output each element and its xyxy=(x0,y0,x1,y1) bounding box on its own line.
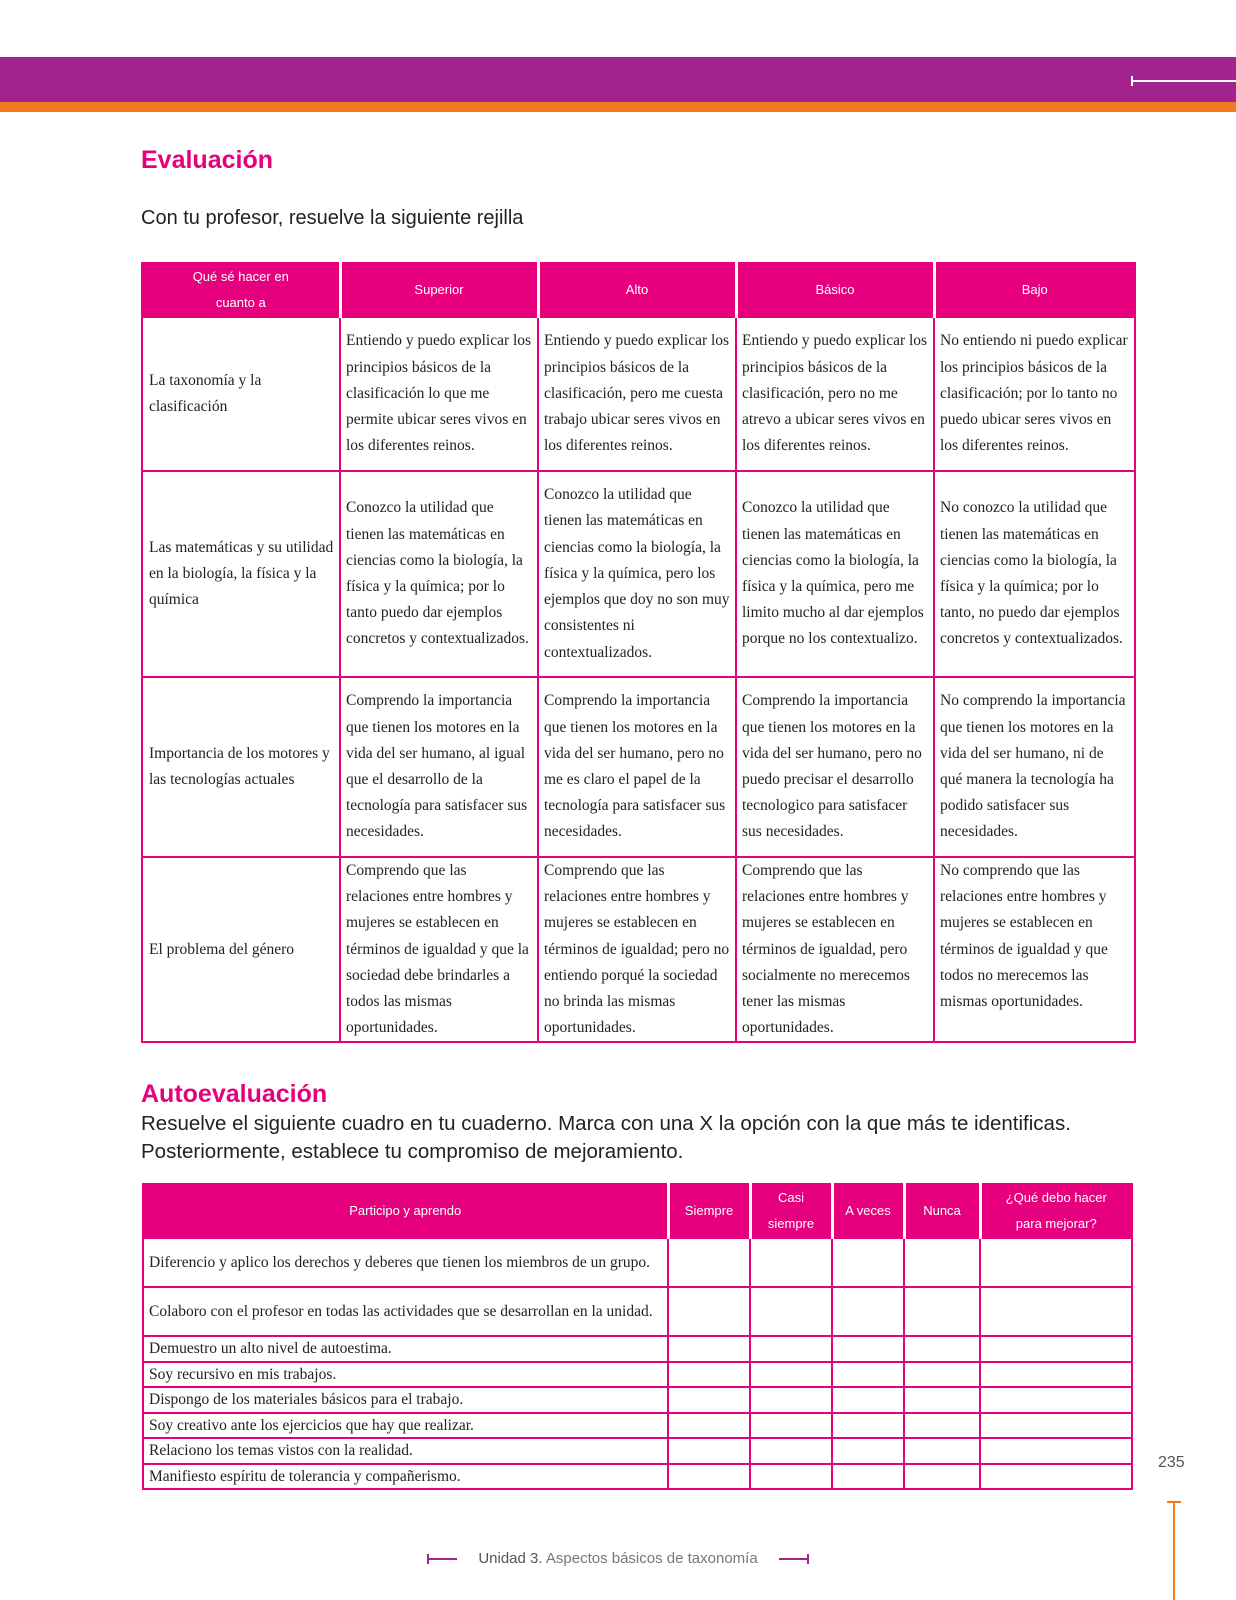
casi-siempre-cell[interactable] xyxy=(750,1413,832,1439)
header-a-veces: A veces xyxy=(832,1184,904,1238)
nunca-cell[interactable] xyxy=(904,1336,980,1362)
cell-superior: Entiendo y puedo explicar los principios básicos de la clasificación lo que me permite ubicar seres vivos en los diferentes reinos. xyxy=(340,317,538,471)
cell-basico: Comprendo la importancia que tienen los motores en la vida del ser humano, pero no puedo precisar el desarrollo tecnologico para satisfacer sus necesidades. xyxy=(736,677,934,857)
header-mejorar: ¿Qué debo hacer para mejorar? xyxy=(980,1184,1132,1238)
statement-cell: Soy creativo ante los ejercicios que hay que realizar. xyxy=(143,1413,668,1439)
a-veces-cell[interactable] xyxy=(832,1336,904,1362)
siempre-cell[interactable] xyxy=(668,1413,750,1439)
mejorar-cell[interactable] xyxy=(980,1438,1132,1464)
table-row xyxy=(143,1387,1132,1413)
evaluacion-instruction: Con tu profesor, resuelve la siguiente rejilla xyxy=(141,207,524,229)
siempre-cell[interactable] xyxy=(668,1362,750,1388)
a-veces-cell[interactable] xyxy=(832,1387,904,1413)
siempre-cell[interactable] xyxy=(668,1238,750,1287)
header-bajo: Bajo xyxy=(934,263,1135,317)
cell-bajo: No entiendo ni puedo explicar los principios básicos de la clasificación; por lo tanto no puedo ubicar seres vivos en los diferentes reinos. xyxy=(934,317,1135,471)
header-bar xyxy=(0,57,1236,102)
casi-siempre-cell[interactable] xyxy=(750,1287,832,1336)
header-rule-cap xyxy=(1131,76,1133,86)
autoevaluacion-header-row xyxy=(143,1184,1132,1238)
autoevaluacion-table xyxy=(142,1183,1133,1490)
header-participo: Participo y aprendo xyxy=(143,1184,668,1238)
header-superior: Superior xyxy=(340,263,538,317)
nunca-cell[interactable] xyxy=(904,1387,980,1413)
cell-basico: Comprendo que las relaciones entre hombres y mujeres se establecen en términos de igualdad, pero socialmente no merecemos tener las mismas oportunidades. xyxy=(736,857,934,1042)
footer xyxy=(0,1550,1236,1567)
cell-superior: Comprendo que las relaciones entre hombres y mujeres se establecen en términos de igualdad y que la sociedad debe brindarles a todos las mismas oportunidades. xyxy=(340,857,538,1042)
statement-cell: Manifiesto espíritu de tolerancia y compañerismo. xyxy=(143,1464,668,1490)
casi-siempre-cell[interactable] xyxy=(750,1464,832,1490)
a-veces-cell[interactable] xyxy=(832,1362,904,1388)
cell-bajo: No comprendo que las relaciones entre hombres y mujeres se establecen en términos de igualdad y que todos no merecemos las mismas oportunidades. xyxy=(934,857,1135,1042)
autoevaluacion-title: Autoevaluación xyxy=(141,1080,328,1108)
table-row xyxy=(143,1413,1132,1439)
row-topic: La taxonomía y la clasificación xyxy=(142,317,340,471)
table-row xyxy=(142,857,1135,1042)
nunca-cell[interactable] xyxy=(904,1438,980,1464)
mejorar-cell[interactable] xyxy=(980,1238,1132,1287)
autoevaluacion-instruction: Resuelve el siguiente cuadro en tu cuaderno. Marca con una X la opción con la que más te identificas. Posteriormente, establece tu compromiso de mejoramiento. xyxy=(141,1112,1071,1163)
cell-basico: Entiendo y puedo explicar los principios básicos de la clasificación, pero no me atrevo a ubicar seres vivos en los diferentes reinos. xyxy=(736,317,934,471)
cell-bajo: No conozco la utilidad que tienen las matemáticas en ciencias como la biología, la física y la química; por lo tanto, no puedo dar ejemplos concretos y contextualizados. xyxy=(934,471,1135,677)
table-row xyxy=(142,317,1135,471)
siempre-cell[interactable] xyxy=(668,1287,750,1336)
footer-unit: Unidad 3. xyxy=(478,1550,543,1567)
cell-alto: Comprendo que las relaciones entre hombres y mujeres se establecen en términos de igualdad; pero no entiendo porqué la sociedad no brinda las mismas oportunidades. xyxy=(538,857,736,1042)
mejorar-cell[interactable] xyxy=(980,1362,1132,1388)
a-veces-cell[interactable] xyxy=(832,1464,904,1490)
footer-topic: Aspectos básicos de taxonomía xyxy=(545,1550,758,1567)
header-accent-stripe xyxy=(0,102,1236,112)
statement-cell: Diferencio y aplico los derechos y deberes que tienen los miembros de un grupo. xyxy=(143,1238,668,1287)
nunca-cell[interactable] xyxy=(904,1362,980,1388)
footer-dash-right xyxy=(779,1558,809,1560)
evaluacion-title: Evaluación xyxy=(141,146,273,174)
evaluacion-table xyxy=(141,262,1136,1043)
nunca-cell[interactable] xyxy=(904,1287,980,1336)
mejorar-cell[interactable] xyxy=(980,1287,1132,1336)
cell-superior: Conozco la utilidad que tienen las matemáticas en ciencias como la biología, la física y la química; por lo tanto puedo dar ejemplos concretos y contextualizados. xyxy=(340,471,538,677)
siempre-cell[interactable] xyxy=(668,1387,750,1413)
header-nunca: Nunca xyxy=(904,1184,980,1238)
statement-cell: Relaciono los temas vistos con la realidad. xyxy=(143,1438,668,1464)
mejorar-cell[interactable] xyxy=(980,1413,1132,1439)
casi-siempre-cell[interactable] xyxy=(750,1387,832,1413)
row-topic: Importancia de los motores y las tecnologías actuales xyxy=(142,677,340,857)
nunca-cell[interactable] xyxy=(904,1238,980,1287)
siempre-cell[interactable] xyxy=(668,1336,750,1362)
cell-alto: Entiendo y puedo explicar los principios básicos de la clasificación, pero me cuesta trabajo ubicar seres vivos en los diferentes reinos. xyxy=(538,317,736,471)
cell-bajo: No comprendo la importancia que tienen los motores en la vida del ser humano, ni de qué manera la tecnología ha podido satisfacer sus necesidades. xyxy=(934,677,1135,857)
statement-cell: Colaboro con el profesor en todas las actividades que se desarrollan en la unidad. xyxy=(143,1287,668,1336)
cell-alto: Comprendo la importancia que tienen los motores en la vida del ser humano, pero no me es claro el papel de la tecnología para satisfacer sus necesidades. xyxy=(538,677,736,857)
a-veces-cell[interactable] xyxy=(832,1413,904,1439)
casi-siempre-cell[interactable] xyxy=(750,1438,832,1464)
mejorar-cell[interactable] xyxy=(980,1464,1132,1490)
statement-cell: Soy recursivo en mis trabajos. xyxy=(143,1362,668,1388)
casi-siempre-cell[interactable] xyxy=(750,1238,832,1287)
mejorar-cell[interactable] xyxy=(980,1387,1132,1413)
siempre-cell[interactable] xyxy=(668,1438,750,1464)
header-siempre: Siempre xyxy=(668,1184,750,1238)
a-veces-cell[interactable] xyxy=(832,1238,904,1287)
header-alto: Alto xyxy=(538,263,736,317)
table-row xyxy=(143,1287,1132,1336)
cell-basico: Conozco la utilidad que tienen las matemáticas en ciencias como la biología, la física y la química, pero me limito mucho al dar ejemplos porque no los contextualizo. xyxy=(736,471,934,677)
statement-cell: Demuestro un alto nivel de autoestima. xyxy=(143,1336,668,1362)
evaluacion-header-row xyxy=(142,263,1135,317)
page-number: 235 xyxy=(1158,1454,1185,1471)
row-topic: Las matemáticas y su utilidad en la biología, la física y la química xyxy=(142,471,340,677)
casi-siempre-cell[interactable] xyxy=(750,1362,832,1388)
header-basico: Básico xyxy=(736,263,934,317)
table-row xyxy=(143,1238,1132,1287)
siempre-cell[interactable] xyxy=(668,1464,750,1490)
nunca-cell[interactable] xyxy=(904,1413,980,1439)
casi-siempre-cell[interactable] xyxy=(750,1336,832,1362)
table-row xyxy=(143,1464,1132,1490)
a-veces-cell[interactable] xyxy=(832,1438,904,1464)
nunca-cell[interactable] xyxy=(904,1464,980,1490)
table-row xyxy=(143,1362,1132,1388)
cell-alto: Conozco la utilidad que tienen las matemáticas en ciencias como la biología, la física y la química, pero los ejemplos que doy no son muy consistentes ni contextualizados. xyxy=(538,471,736,677)
header-topic: Qué sé hacer en cuanto a xyxy=(142,263,340,317)
table-row xyxy=(143,1336,1132,1362)
table-row xyxy=(143,1438,1132,1464)
statement-cell: Dispongo de los materiales básicos para el trabajo. xyxy=(143,1387,668,1413)
row-topic: El problema del género xyxy=(142,857,340,1042)
table-row xyxy=(142,471,1135,677)
footer-dash-left xyxy=(427,1558,457,1560)
a-veces-cell[interactable] xyxy=(832,1287,904,1336)
header-rule xyxy=(1131,80,1236,82)
cell-superior: Comprendo la importancia que tienen los motores en la vida del ser humano, al igual que el desarrollo de la tecnología para satisfacer sus necesidades. xyxy=(340,677,538,857)
table-row xyxy=(142,677,1135,857)
header-casi-siempre: Casi siempre xyxy=(750,1184,832,1238)
mejorar-cell[interactable] xyxy=(980,1336,1132,1362)
